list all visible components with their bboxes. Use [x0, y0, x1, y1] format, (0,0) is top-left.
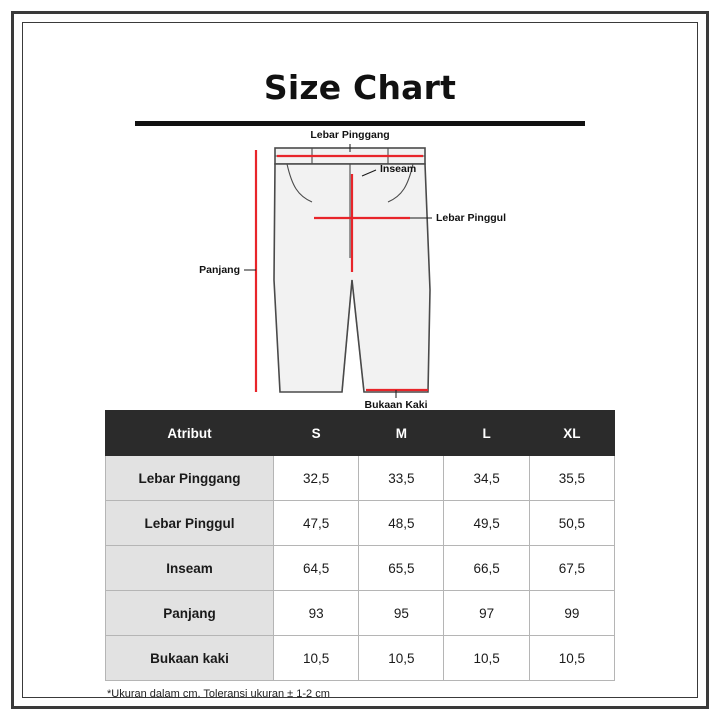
row-label: Lebar Pinggang	[106, 456, 274, 501]
cell-value: 49,5	[444, 501, 529, 546]
cell-value: 66,5	[444, 546, 529, 591]
table-row	[106, 501, 615, 546]
cell-value: 67,5	[529, 546, 614, 591]
cell-value: 48,5	[359, 501, 444, 546]
row-label: Panjang	[106, 591, 274, 636]
cell-value: 97	[444, 591, 529, 636]
cell-value: 64,5	[273, 546, 358, 591]
column-header-m: M	[359, 411, 444, 456]
row-label: Inseam	[106, 546, 274, 591]
page-title: Size Chart	[263, 68, 457, 107]
column-header-s: S	[273, 411, 358, 456]
table-row	[106, 636, 615, 681]
footnote: *Ukuran dalam cm. Toleransi ukuran ± 1-2 cm	[107, 688, 330, 700]
svg-text:Bukaan Kaki: Bukaan Kaki	[364, 399, 428, 410]
svg-text:Panjang: Panjang	[199, 264, 240, 276]
column-header-l: L	[444, 411, 529, 456]
cell-value: 65,5	[359, 546, 444, 591]
cell-value: 95	[359, 591, 444, 636]
cell-value: 35,5	[529, 456, 614, 501]
svg-text:Inseam: Inseam	[380, 163, 417, 175]
content-area	[40, 40, 680, 700]
cell-value: 99	[529, 591, 614, 636]
cell-value: 34,5	[444, 456, 529, 501]
table-row	[106, 546, 615, 591]
size-table-container	[105, 410, 615, 700]
cell-value: 47,5	[273, 501, 358, 546]
cell-value: 10,5	[359, 636, 444, 681]
cell-value: 93	[273, 591, 358, 636]
title-divider	[135, 121, 585, 126]
row-label: Lebar Pinggul	[106, 501, 274, 546]
svg-text:Lebar Pinggang: Lebar Pinggang	[310, 130, 390, 141]
column-header-attribute: Atribut	[106, 411, 274, 456]
cell-value: 33,5	[359, 456, 444, 501]
cell-value: 50,5	[529, 501, 614, 546]
trouser-diagram	[40, 130, 680, 410]
cell-value: 10,5	[529, 636, 614, 681]
table-header-row	[106, 411, 615, 456]
size-table	[105, 410, 615, 681]
row-label: Bukaan kaki	[106, 636, 274, 681]
table-row	[106, 456, 615, 501]
svg-text:Lebar Pinggul: Lebar Pinggul	[436, 212, 507, 224]
column-header-xl: XL	[529, 411, 614, 456]
cell-value: 10,5	[444, 636, 529, 681]
cell-value: 10,5	[273, 636, 358, 681]
cell-value: 32,5	[273, 456, 358, 501]
table-row	[106, 591, 615, 636]
